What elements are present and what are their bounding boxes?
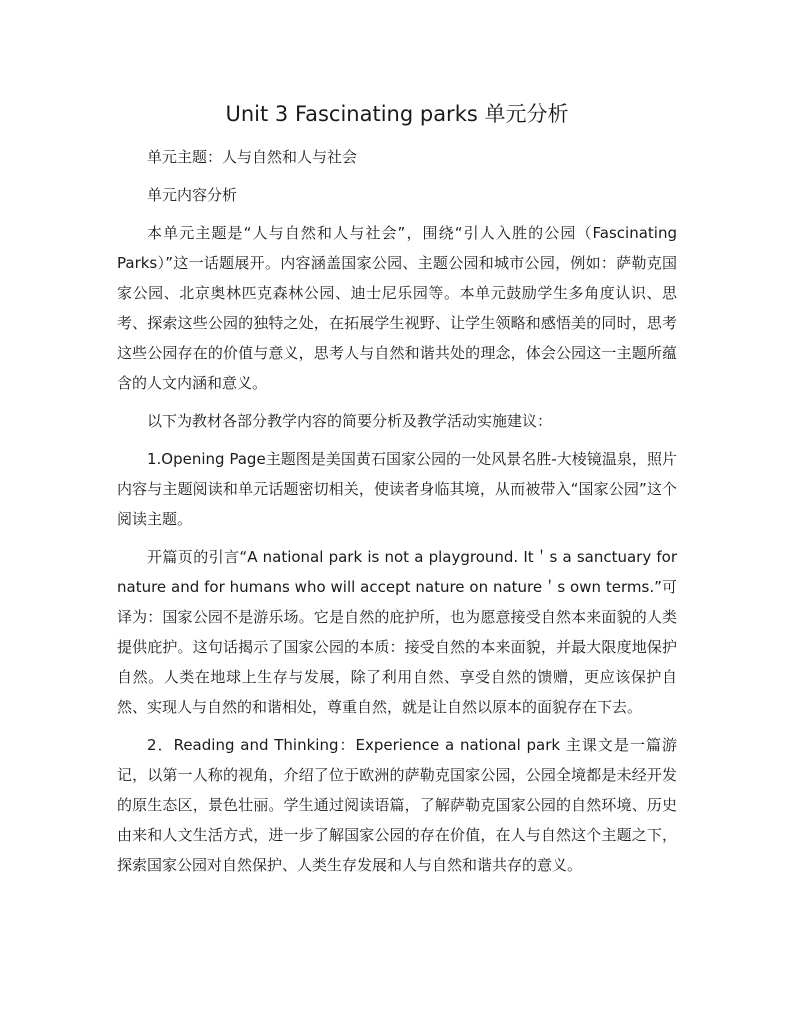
- paragraph-overview: 以下为教材各部分教学内容的简要分析及教学活动实施建议：: [147, 412, 553, 430]
- section-heading: 单元内容分析: [147, 186, 238, 204]
- paragraph-quote: 开篇页的引言“A national park is not a playground. It＇s a sanctuary for nature and for humans who will accept nature on nature＇s own terms.”可译为：国家公园不是游乐场。它是自然的庇护所，也为愿意接受自然本来面貌的人类提供庇护。这句话揭示了国家公园的本质：接受自然的本来面貌，并最大限度地保护自然。人类在地球上生存与发展，除了利用自然、享受自然的馈赠，更应该保护自然、实现人与自然的和谐相处，尊重自然，就是让自然以原本的面貌存在下去。: [117, 548, 677, 716]
- paragraph-opening-page: 1.Opening Page主题图是美国黄石国家公园的一处风景名胜-大棱镜温泉，照片内容与主题阅读和单元话题密切相关，使读者身临其境，从而被带入“国家公园”这个阅读主题。: [117, 450, 677, 528]
- unit-theme-line: 单元主题：人与自然和人与社会: [147, 148, 358, 166]
- document-body: [117, 142, 677, 888]
- paragraph-reading-thinking: 2．Reading and Thinking：Experience a national park 主课文是一篇游记，以第一人称的视角，介绍了位于欧洲的萨勒克国家公园，公园全境都是未经开发的原生态区，景色壮丽。学生通过阅读语篇，了解萨勒克国家公园的自然环境、历史由来和人文生活方式，进一步了解国家公园的存在价值，在人与自然这个主题之下，探索国家公园对自然保护、人类生存发展和人与自然和谐共存的意义。: [117, 736, 677, 874]
- paragraph-intro: 本单元主题是“人与自然和人与社会”，围绕“引人入胜的公园（Fascinating Parks）”这一话题展开。内容涵盖国家公园、主题公园和城市公园，例如：萨勒克国家公园、北京奥林匹克森林公园、迪士尼乐园等。本单元鼓励学生多角度认识、思考、探索这些公园的独特之处，在拓展学生视野、让学生领略和感悟美的同时，思考这些公园存在的价值与意义，思考人与自然和谐共处的理念，体会公园这一主题所蕴含的人文内涵和意义。: [117, 224, 677, 392]
- document-title: Unit 3 Fascinating parks 单元分析: [225, 102, 569, 126]
